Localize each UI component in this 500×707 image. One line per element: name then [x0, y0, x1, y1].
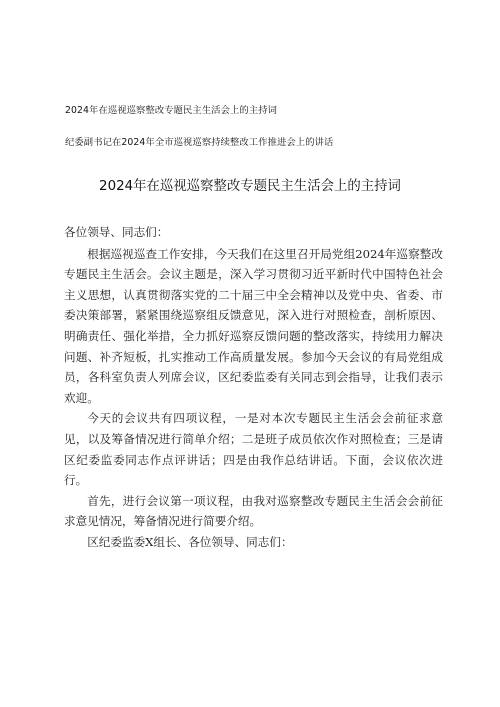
- salutation: 各位领导、同志们：: [64, 225, 169, 239]
- paragraph-2: 今天的会议共有四项议程，一是对本次专题民主生活会会前征求意见，以及筹备情况进行简单介绍；二是班子成员依次作对照检查；三是请区纪委监委同志作点评讲话；四是由我作总结讲话。下面，会议依次进行。: [64, 411, 443, 488]
- paragraph-3: 首先，进行会议第一项议程，由我对巡察整改专题民主生活会会前征求意见情况，筹备情况进行简要介绍。: [64, 493, 443, 529]
- paragraph-1: 根据巡视巡查工作安排，今天我们在这里召开局党组2024年巡察整改专题民主生活会。会议主题是，深入学习贯彻习近平新时代中国特色社会主义思想，认真贯彻落实党的二十届三中全会精神以及党中央、省委、市委决策部署，紧紧围绕巡察组反馈意见，深入进行对照检查，剖析原因、明确责任、强化举措，全力抓好巡察反馈问题的整改落实，持续用力解决问题、补齐短板，扎实推动工作高质量发展。参加今天会议的有局党组成员，各科室负责人列席会议，区纪委监委有关同志到会指导，让我们表示欢迎。: [64, 246, 443, 405]
- document-body: [64, 222, 443, 553]
- document-title: 2024年在巡视巡察整改专题民主生活会上的主持词: [99, 179, 401, 194]
- paragraph-4: 区纪委监委X组长、各位领导、同志们：: [87, 534, 293, 549]
- toc-entry-2[interactable]: 纪委副书记在2024年全市巡视巡察持续整改工作推进会上的讲话: [65, 137, 334, 148]
- toc-entry-1[interactable]: 2024年在巡视巡察整改专题民主生活会上的主持词: [65, 105, 277, 116]
